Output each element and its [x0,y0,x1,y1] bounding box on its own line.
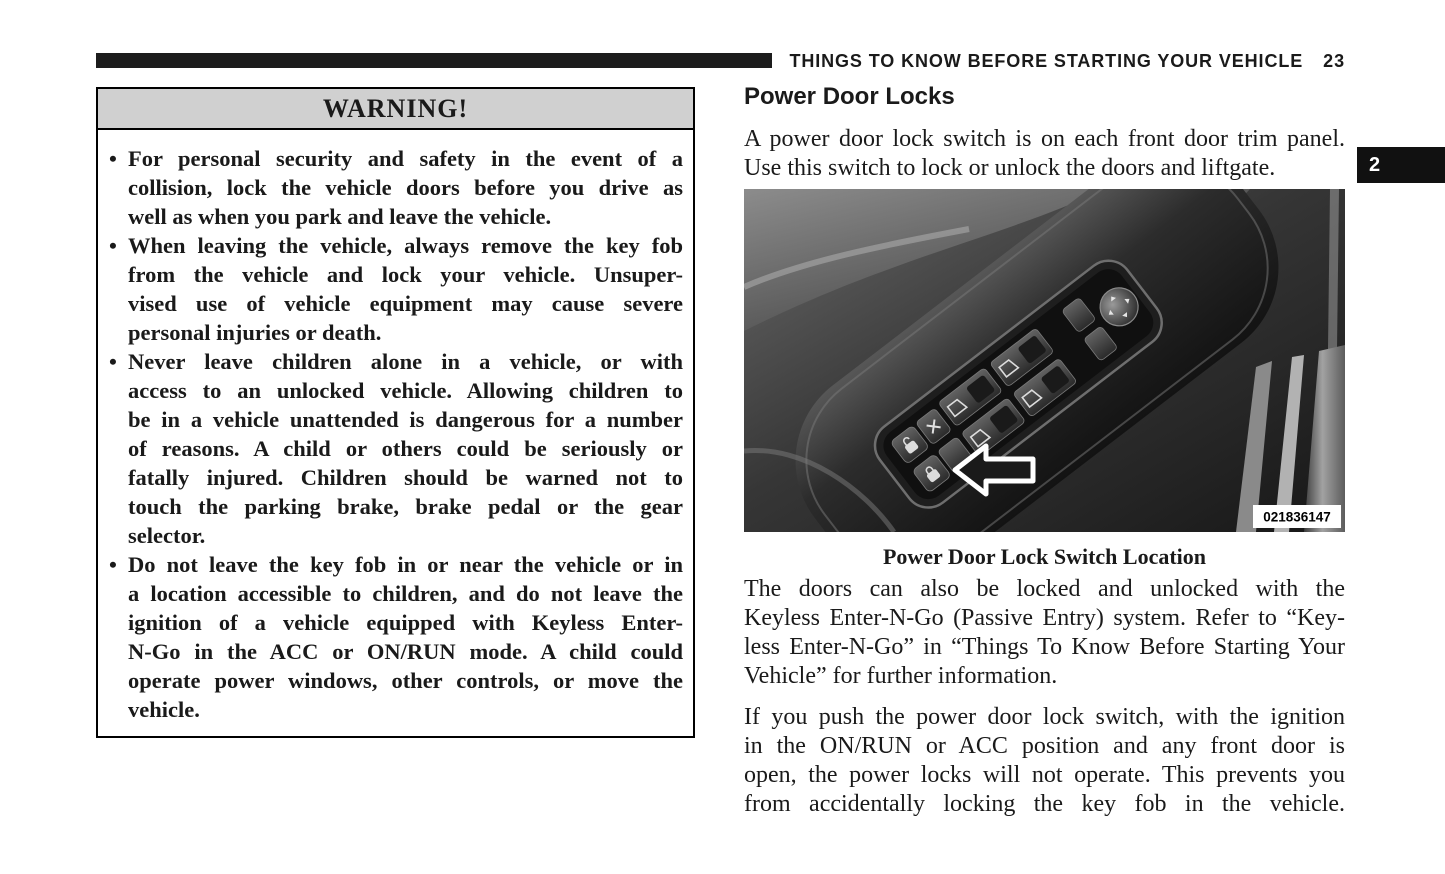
text-line: Use this switch to lock or unlock the doors and liftgate. [744,155,1276,181]
bullet-text [128,550,683,724]
warning-bullet [109,550,683,724]
text-line: The doors can also be locked and unlocked with the [744,576,1345,602]
text-line: A power door lock switch is on each front door trim panel. [744,126,1345,152]
paragraph-ignition [744,703,1345,819]
text-line: vised use of vehicle equipment may cause severe [128,291,683,316]
text-line: open, the power locks will not operate. This prevents you [744,762,1345,788]
image-code: 021836147 [1263,509,1331,525]
intro-paragraph [744,125,1345,183]
warning-bullet [109,231,683,347]
text-line: fatally injured. Children should be warned not to [128,465,683,490]
right-column [744,0,1345,874]
header-section-title: THINGS TO KNOW BEFORE STARTING YOUR VEHICLE [789,51,1304,71]
text-line: collision, lock the vehicle doors before you drive as [128,175,683,200]
warning-title: WARNING! [98,89,693,130]
text-line: of reasons. A child or others could be seriously or [128,436,683,461]
text-line: When leaving the vehicle, always remove the key fob [128,233,683,258]
text-line: For personal security and safety in the event of a [128,146,683,171]
section-heading: Power Door Locks [744,83,955,110]
text-line: If you push the power door lock switch, with the ignition [744,704,1345,730]
text-line: Keyless Enter-N-Go (Passive Entry) system. Refer to “Key- [744,605,1345,631]
text-line: be in a vehicle unattended is dangerous for a number [128,407,683,432]
warning-box [96,87,695,738]
text-line: in the ON/RUN or ACC position and any front door is [744,733,1345,759]
header-rule-bar [96,53,772,68]
warning-bullet [109,144,683,231]
figure-caption: Power Door Lock Switch Location [882,544,1207,569]
door-switch-photo [744,189,1345,532]
text-line: N-Go in the ACC or ON/RUN mode. A child could [128,639,683,664]
text-line: vehicle. [128,697,200,722]
text-line: from the vehicle and lock your vehicle. Unsuper- [128,262,683,287]
figure-door-switch [744,189,1345,532]
text-line: Vehicle” for further information. [744,663,1058,689]
text-line: well as when you park and leave the vehicle. [128,204,552,229]
bullet-text [128,347,683,550]
text-line: less Enter-N-Go” in “Things To Know Before Starting Your [744,634,1345,660]
page-number: 23 [1323,51,1345,71]
text-line: touch the parking brake, brake pedal or the gear [128,494,683,519]
text-line: Do not leave the key fob in or near the vehicle or in [128,552,683,577]
warning-bullet [109,347,683,550]
bullet-text [128,144,683,231]
warning-body [98,130,693,724]
bullet-text [128,231,683,347]
bullet-marker: • [109,146,117,171]
chapter-number: 2 [1369,154,1381,176]
text-line: access to an unlocked vehicle. Allowing children to [128,378,683,403]
text-line: selector. [128,523,206,548]
text-line: a location accessible to children, and do not leave the [128,581,683,606]
bullet-marker: • [109,233,117,258]
text-line: Never leave children alone in a vehicle, or with [128,349,683,374]
text-line: personal injuries or death. [128,320,382,345]
text-line: from accidentally locking the key fob in the vehicle. [744,791,1345,817]
text-line: operate power windows, other controls, or move the [128,668,683,693]
bullet-marker: • [109,552,117,577]
chapter-tab [1357,147,1445,183]
bullet-marker: • [109,349,117,374]
text-line: ignition of a vehicle equipped with Keyless Enter- [128,610,683,635]
paragraph-keyless [744,575,1345,691]
